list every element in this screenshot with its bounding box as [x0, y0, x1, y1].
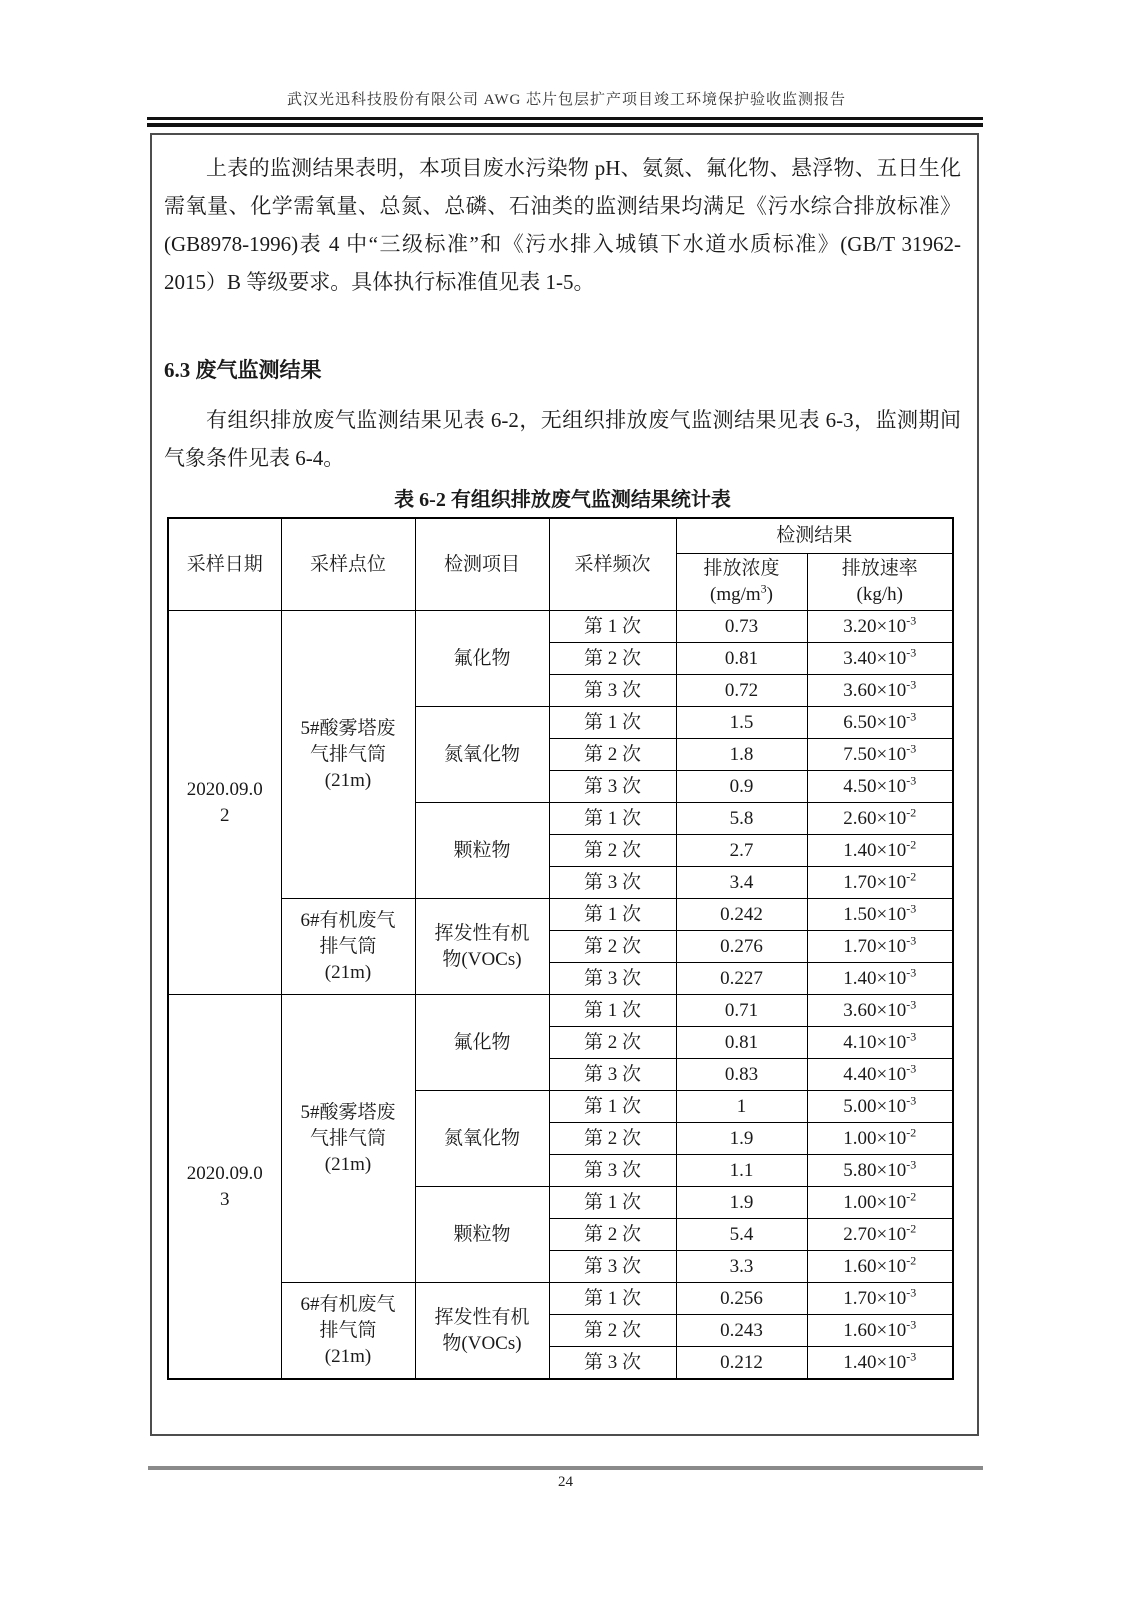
- table-row: [168, 1283, 953, 1315]
- rate-value-cell: $1.70\times 10^{-2}$: [807, 867, 953, 899]
- sample-frequency-cell: 第 2 次: [549, 643, 676, 675]
- concentration-value-cell: 0.242: [676, 899, 807, 931]
- concentration-value-cell: 0.256: [676, 1283, 807, 1315]
- test-item-cell: 颗粒物: [415, 1187, 549, 1283]
- test-item-cell: 挥发性有机 物(VOCs): [415, 899, 549, 995]
- concentration-value-cell: 0.276: [676, 931, 807, 963]
- test-item-cell: 挥发性有机 物(VOCs): [415, 1283, 549, 1380]
- sample-point-cell: 5#酸雾塔废 气排气筒 (21m): [281, 611, 415, 899]
- concentration-value-cell: 1.8: [676, 739, 807, 771]
- concentration-value-cell: 3.4: [676, 867, 807, 899]
- test-item-cell: 颗粒物: [415, 803, 549, 899]
- sample-frequency-cell: 第 1 次: [549, 995, 676, 1027]
- rate-value-cell: $4.10\times 10^{-3}$: [807, 1027, 953, 1059]
- rate-unit: (kg/h): [856, 584, 903, 605]
- sample-frequency-cell: 第 2 次: [549, 1123, 676, 1155]
- waste-gas-intro-paragraph: 有组织排放废气监测结果见表 6-2，无组织排放废气监测结果见表 6-3，监测期间气象条件见表 6-4。: [164, 408, 961, 470]
- header-divider: [147, 117, 983, 127]
- sample-frequency-cell: 第 1 次: [549, 611, 676, 643]
- footer-divider: [148, 1466, 983, 1470]
- rate-value-cell: $2.70\times 10^{-2}$: [807, 1219, 953, 1251]
- sample-frequency-cell: 第 3 次: [549, 675, 676, 707]
- rate-value-cell: $5.80\times 10^{-3}$: [807, 1155, 953, 1187]
- rate-value-cell: $1.00\times 10^{-2}$: [807, 1187, 953, 1219]
- sample-frequency-cell: 第 3 次: [549, 771, 676, 803]
- concentration-value-cell: 0.81: [676, 643, 807, 675]
- rate-value-cell: $2.60\times 10^{-2}$: [807, 803, 953, 835]
- rate-value-cell: $1.60\times 10^{-3}$: [807, 1315, 953, 1347]
- rate-value-cell: $1.60\times 10^{-2}$: [807, 1251, 953, 1283]
- rate-value-cell: $1.00\times 10^{-2}$: [807, 1123, 953, 1155]
- concentration-value-cell: 1: [676, 1091, 807, 1123]
- rate-value-cell: $3.60\times 10^{-3}$: [807, 675, 953, 707]
- test-item-cell: 氟化物: [415, 611, 549, 707]
- sample-date-cell: 2020.09.0 3: [168, 995, 281, 1380]
- rate-value-cell: $1.40\times 10^{-3}$: [807, 1347, 953, 1380]
- rate-value-cell: $3.60\times 10^{-3}$: [807, 995, 953, 1027]
- concentration-value-cell: 0.81: [676, 1027, 807, 1059]
- test-item-cell: 氟化物: [415, 995, 549, 1091]
- concentration-value-cell: 0.212: [676, 1347, 807, 1380]
- test-item-cell: 氮氧化物: [415, 707, 549, 803]
- col-header-sample-date: 采样日期: [168, 518, 281, 611]
- sample-frequency-cell: 第 1 次: [549, 1187, 676, 1219]
- concentration-unit: $(mg/m^3)$: [710, 581, 773, 605]
- sample-frequency-cell: 第 1 次: [549, 1091, 676, 1123]
- table-row: [168, 899, 953, 931]
- table-6-2-title: 表 6-2 有组织排放废气监测结果统计表: [394, 489, 731, 511]
- concentration-value-cell: 2.7: [676, 835, 807, 867]
- concentration-value-cell: 1.9: [676, 1123, 807, 1155]
- wastewater-summary-paragraph: 上表的监测结果表明，本项目废水污染物 pH、氨氮、氟化物、悬浮物、五日生化需氧量、化学需氧量、总氮、总磷、石油类的监测结果均满足《污水综合排放标准》(GB8978-1996)表 4 中“三级标准”和《污水排入城镇下水道水质标准》(GB/T 31962-2015）B 等级要求。具体执行标准值见表 1-5。: [164, 156, 961, 294]
- sample-frequency-cell: 第 2 次: [549, 931, 676, 963]
- rate-label: 排放速率: [841, 558, 918, 579]
- rate-value-cell: $3.40\times 10^{-3}$: [807, 643, 953, 675]
- sample-point-cell: 6#有机废气 排气筒 (21m): [281, 1283, 415, 1380]
- organized-emission-results-table: [167, 517, 954, 1380]
- col-header-emission-concentration: [676, 554, 807, 611]
- header-divider-top-line: [147, 117, 983, 120]
- sample-frequency-cell: 第 2 次: [549, 1315, 676, 1347]
- concentration-value-cell: 1.9: [676, 1187, 807, 1219]
- rate-value-cell: $4.50\times 10^{-3}$: [807, 771, 953, 803]
- rate-value-cell: $6.50\times 10^{-3}$: [807, 707, 953, 739]
- sample-frequency-cell: 第 2 次: [549, 835, 676, 867]
- sample-frequency-cell: 第 1 次: [549, 1283, 676, 1315]
- concentration-label: 排放浓度: [703, 558, 780, 579]
- col-header-sample-frequency: 采样频次: [549, 518, 676, 611]
- rate-value-cell: $4.40\times 10^{-3}$: [807, 1059, 953, 1091]
- sample-frequency-cell: 第 2 次: [549, 1219, 676, 1251]
- rate-value-cell: $1.40\times 10^{-2}$: [807, 835, 953, 867]
- col-header-result-group: 检测结果: [676, 518, 953, 554]
- concentration-value-cell: 1.1: [676, 1155, 807, 1187]
- test-item-cell: 氮氧化物: [415, 1091, 549, 1187]
- rate-value-cell: $1.70\times 10^{-3}$: [807, 931, 953, 963]
- sample-frequency-cell: 第 3 次: [549, 867, 676, 899]
- page-number: 24: [558, 1474, 573, 1490]
- concentration-value-cell: 0.73: [676, 611, 807, 643]
- concentration-value-cell: 0.83: [676, 1059, 807, 1091]
- sample-point-cell: 5#酸雾塔废 气排气筒 (21m): [281, 995, 415, 1283]
- page-header-title: 武汉光迅科技股份有限公司 AWG 芯片包层扩产项目竣工环境保护验收监测报告: [286, 92, 847, 108]
- rate-value-cell: $1.40\times 10^{-3}$: [807, 963, 953, 995]
- sample-frequency-cell: 第 3 次: [549, 1251, 676, 1283]
- sample-frequency-cell: 第 3 次: [549, 1155, 676, 1187]
- col-header-test-item: 检测项目: [415, 518, 549, 611]
- sample-frequency-cell: 第 3 次: [549, 1059, 676, 1091]
- table-header-row-1: [168, 518, 953, 554]
- rate-value-cell: $1.50\times 10^{-3}$: [807, 899, 953, 931]
- sample-frequency-cell: 第 3 次: [549, 1347, 676, 1380]
- rate-value-cell: $3.20\times 10^{-3}$: [807, 611, 953, 643]
- table-row: [168, 995, 953, 1027]
- sample-frequency-cell: 第 1 次: [549, 803, 676, 835]
- rate-value-cell: $7.50\times 10^{-3}$: [807, 739, 953, 771]
- table-row: [168, 611, 953, 643]
- sample-frequency-cell: 第 2 次: [549, 1027, 676, 1059]
- sample-frequency-cell: 第 1 次: [549, 707, 676, 739]
- concentration-value-cell: 0.9: [676, 771, 807, 803]
- rate-value-cell: $1.70\times 10^{-3}$: [807, 1283, 953, 1315]
- header-divider-bottom-line: [147, 123, 983, 127]
- concentration-value-cell: 0.71: [676, 995, 807, 1027]
- concentration-value-cell: 5.8: [676, 803, 807, 835]
- section-heading-6-3: 6.3 废气监测结果: [164, 358, 322, 382]
- sample-point-cell: 6#有机废气 排气筒 (21m): [281, 899, 415, 995]
- concentration-value-cell: 5.4: [676, 1219, 807, 1251]
- concentration-value-cell: 0.227: [676, 963, 807, 995]
- rate-value-cell: $5.00\times 10^{-3}$: [807, 1091, 953, 1123]
- col-header-sample-point: 采样点位: [281, 518, 415, 611]
- page-content-frame: [150, 133, 979, 1436]
- sample-frequency-cell: 第 1 次: [549, 899, 676, 931]
- concentration-value-cell: 0.72: [676, 675, 807, 707]
- concentration-value-cell: 0.243: [676, 1315, 807, 1347]
- concentration-value-cell: 1.5: [676, 707, 807, 739]
- col-header-emission-rate: [807, 554, 953, 611]
- sample-date-cell: 2020.09.0 2: [168, 611, 281, 995]
- sample-frequency-cell: 第 2 次: [549, 739, 676, 771]
- concentration-value-cell: 3.3: [676, 1251, 807, 1283]
- sample-frequency-cell: 第 3 次: [549, 963, 676, 995]
